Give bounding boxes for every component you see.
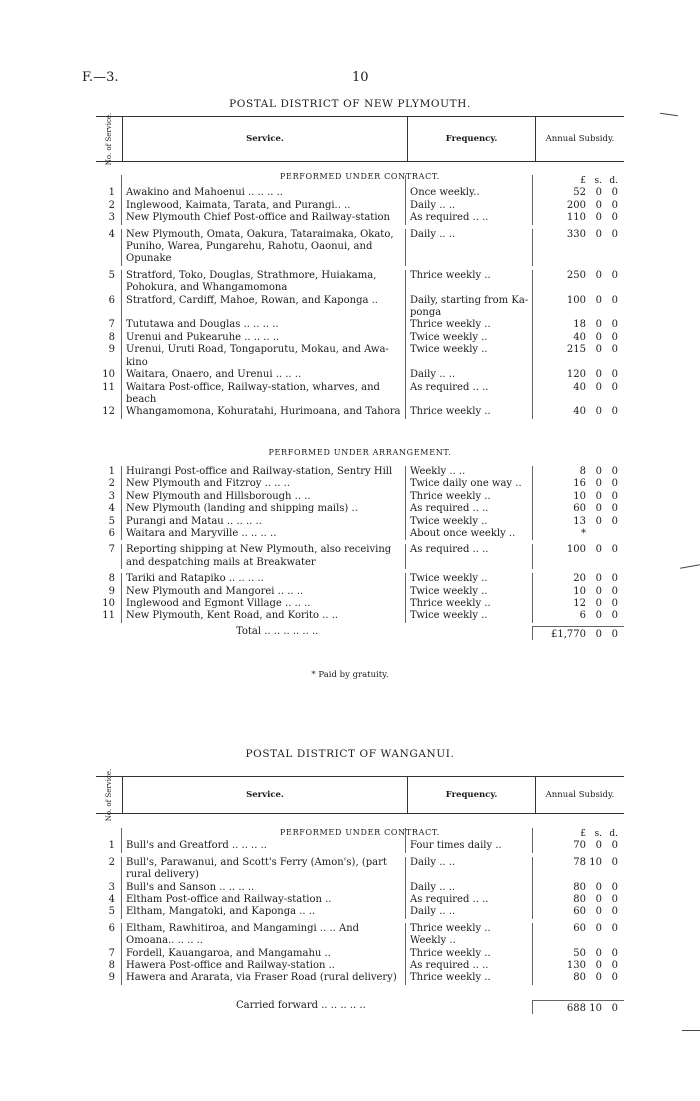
table-row [96,187,624,199]
subsidy-pounds: 20 [573,573,586,585]
scan-mark [680,564,700,568]
subsidy-pounds: 330 [566,228,586,240]
service-number: 2 [96,857,122,882]
subsidy-pounds: 8 [579,466,586,477]
annual-subsidy [533,960,624,972]
table-row [96,586,624,598]
subsidy-pence: 0 [611,544,618,556]
district-title-new-plymouth: POSTAL DISTRICT OF NEW PLYMOUTH. [229,98,471,110]
subsidy-shillings: 0 [595,881,602,893]
table-row [96,923,624,948]
annual-subsidy [533,972,624,984]
service-frequency: Twice weekly .. [406,573,533,585]
subsidy-pounds: 16 [573,478,586,490]
subsidy-shillings: 0 [595,840,602,852]
subsidy-shillings: 0 [595,381,602,393]
table-row [96,610,624,622]
annual-subsidy [533,229,624,266]
subsidy-pence: 0 [611,960,618,972]
subsidy-pounds: 10 [573,490,586,502]
subsidy-pence: 0 [611,344,618,356]
service-frequency: Thrice weekly .. Weekly .. [406,923,533,948]
service-name: New Plymouth Chief Post-office and Railway-station [122,212,406,224]
subsidy-shillings: 0 [595,344,602,356]
subsidy-pounds: 80 [573,881,586,893]
table-row [96,332,624,344]
service-name: Eltham, Rawhitiroa, and Mangamingi .. .. And Omoana.. .. .. .. [122,923,406,948]
table-row [96,369,624,381]
subsidy-shillings: 0 [595,406,602,418]
subsidy-pounds: 100 [566,294,586,306]
annual-subsidy [533,948,624,960]
subsidy-pounds: 52 [573,187,586,199]
service-frequency: Daily .. .. [406,857,533,882]
column-no-header: No. of Service. [96,777,123,813]
subsidy-pence: 0 [611,199,618,211]
annual-subsidy [533,586,624,598]
subsidy-pounds: 18 [573,319,586,331]
service-number: 3 [96,491,122,503]
annual-subsidy [533,598,624,610]
service-frequency: Daily, starting from Ka-ponga [406,295,533,320]
table-row [96,894,624,906]
table-header-wanganui [96,768,624,822]
annual-subsidy [533,882,624,894]
service-number: 3 [96,882,122,894]
service-frequency: Daily .. .. [406,906,533,918]
service-frequency: Thrice weekly .. [406,491,533,503]
annual-subsidy [533,382,624,407]
service-number: 1 [96,840,122,852]
table-row [96,382,624,407]
scan-mark [660,113,678,116]
service-frequency: Twice weekly .. [406,586,533,598]
service-name: Hawera and Ararata, via Fraser Road (rural delivery) [122,972,406,984]
service-name: Whangamomona, Kohuratahi, Hurimoana, and Tahora [122,406,406,418]
service-number: 1 [96,187,122,199]
subsidy-pence: 0 [611,381,618,393]
service-frequency: Twice weekly .. [406,516,533,528]
annual-subsidy [533,857,624,882]
service-name: Inglewood, Kaimata, Tarata, and Purangi.. .. [122,200,406,212]
table-wanganui-contract [96,828,624,985]
subsidy-shillings: 0 [595,503,602,515]
subsidy-shillings: 0 [595,369,602,381]
service-frequency: Daily .. .. [406,882,533,894]
units-row: £ s. d. [96,175,624,187]
subsidy-pence: 0 [611,369,618,381]
subsidy-shillings: 0 [595,294,602,306]
annual-subsidy [533,503,624,515]
subsidy-pounds: 250 [566,269,586,281]
annual-subsidy [533,187,624,199]
page-reference: F.—3. [82,70,119,85]
service-name: Urenui and Pukearuhe .. .. .. .. [122,332,406,344]
service-frequency: About once weekly .. [406,528,533,540]
service-name: Reporting shipping at New Plymouth, also receiving and despatching mails at Breakwater [122,544,406,569]
subsidy-shillings: 10 [589,856,602,868]
annual-subsidy [533,212,624,224]
table-new-plymouth-contract [96,175,624,419]
service-number: 2 [96,478,122,490]
subsidy-pounds: 40 [573,406,586,418]
service-frequency: Daily .. .. [406,200,533,212]
annual-subsidy [533,270,624,295]
subsidy-shillings: 0 [595,478,602,490]
service-frequency: Daily .. .. [406,369,533,381]
service-frequency: Twice daily one way .. [406,478,533,490]
total-pence: 0 [611,629,618,640]
table-row [96,503,624,515]
subsidy-pence: 0 [611,573,618,585]
column-frequency-header: Frequency. [408,777,536,813]
table-row [96,960,624,972]
service-name: Inglewood and Egmont Village .. .. .. [122,598,406,610]
service-name: Huirangi Post-office and Railway-station, Sentry Hill [122,466,406,478]
subsidy-shillings: 0 [595,319,602,331]
table-row [96,516,624,528]
subsidy-pounds: 80 [573,972,586,984]
carried-forward-label: Carried forward .. .. .. .. .. [96,1000,533,1014]
subsidy-shillings: 0 [595,947,602,959]
service-frequency: Thrice weekly .. [406,406,533,418]
subsidy-pence: 0 [611,331,618,343]
carried-pounds: 688 [566,1003,586,1014]
annual-subsidy [533,478,624,490]
subsidy-pounds: 78 [573,856,586,868]
annual-subsidy [533,894,624,906]
subsidy-pounds: 12 [573,598,586,610]
service-frequency: Thrice weekly .. [406,319,533,331]
annual-subsidy [533,200,624,212]
service-name: Tariki and Ratapiko .. .. .. .. [122,573,406,585]
carried-forward-row [96,1000,624,1014]
service-name: Urenui, Uruti Road, Tongaporutu, Mokau, and Awa-kino [122,344,406,369]
service-frequency: Four times daily .. [406,840,533,852]
table-row [96,478,624,490]
annual-subsidy [533,840,624,852]
table-row [96,200,624,212]
column-subsidy-header: Annual Subsidy. [545,790,615,800]
service-name: Waitara, Onaero, and Urenui .. .. .. [122,369,406,381]
total-label: Total .. .. .. .. .. .. [96,626,533,640]
service-number: 10 [96,369,122,381]
subsidy-shillings: 0 [595,922,602,934]
service-number: 1 [96,466,122,478]
subsidy-pence: 0 [611,894,618,906]
service-name: Eltham Post-office and Railway-station .. [122,894,406,906]
annual-subsidy [533,369,624,381]
service-frequency: Twice weekly .. [406,332,533,344]
subsidy-shillings: 0 [595,972,602,984]
subsidy-pounds: 100 [566,544,586,556]
table-row [96,212,624,224]
subsidy-pounds: 215 [566,344,586,356]
subsidy-shillings: 0 [595,466,602,477]
subsidy-shillings: 0 [595,515,602,527]
district-title-wanganui: POSTAL DISTRICT OF WANGANUI. [245,748,455,760]
subsidy-pence: 0 [611,503,618,515]
column-service-header: Service. [123,777,408,813]
table-row [96,344,624,369]
annual-subsidy [533,528,624,540]
subsidy-shillings [586,528,602,540]
service-frequency: As required .. .. [406,382,533,407]
subsidy-shillings: 0 [595,960,602,972]
table-row [96,573,624,585]
service-number: 3 [96,212,122,224]
subsidy-shillings: 0 [595,598,602,610]
total-pounds: £1,770 [551,629,586,640]
annual-subsidy [533,573,624,585]
service-name: Stratford, Cardiff, Mahoe, Rowan, and Kaponga .. [122,295,406,320]
service-frequency: As required .. .. [406,503,533,515]
section-heading-contract-wanganui: PERFORMED UNDER CONTRACT. [279,828,441,837]
subsidy-pence: 0 [611,466,618,477]
service-number: 5 [96,906,122,918]
subsidy-pounds: 80 [573,894,586,906]
service-name: Waitara and Maryville .. .. .. .. [122,528,406,540]
table-row [96,406,624,418]
service-name: Bull's and Sanson .. .. .. .. [122,882,406,894]
subsidy-pounds: * [581,528,586,540]
subsidy-pence: 0 [611,585,618,597]
subsidy-pence: 0 [611,881,618,893]
total-shillings: 0 [595,629,602,640]
subsidy-pounds: 60 [573,922,586,934]
service-number: 8 [96,573,122,585]
carried-shillings: 10 [589,1003,602,1014]
table-row [96,840,624,852]
subsidy-pence: 0 [611,269,618,281]
annual-subsidy [533,906,624,918]
service-number: 2 [96,200,122,212]
service-name: New Plymouth, Kent Road, and Korito .. .. [122,610,406,622]
table-row [96,906,624,918]
total-row [96,626,624,640]
subsidy-pounds: 10 [573,585,586,597]
annual-subsidy [533,466,624,478]
service-number: 10 [96,598,122,610]
table-row [96,948,624,960]
service-name: Eltham, Mangatoki, and Kaponga .. .. [122,906,406,918]
subsidy-shillings: 0 [595,331,602,343]
service-number: 6 [96,528,122,540]
subsidy-pounds: 130 [566,960,586,972]
service-number: 4 [96,229,122,266]
column-subsidy-header: Annual Subsidy. [545,134,615,144]
column-service-header: Service. [123,117,408,161]
service-number: 9 [96,972,122,984]
carried-pence: 0 [611,1003,618,1014]
annual-subsidy [533,491,624,503]
service-frequency: As required .. .. [406,212,533,224]
service-name: New Plymouth (landing and shipping mails) .. [122,503,406,515]
service-name: Purangi and Matau .. .. .. .. [122,516,406,528]
subsidy-shillings: 0 [595,544,602,556]
column-no-header: No. of Service. [96,117,123,161]
subsidy-shillings: 0 [595,894,602,906]
subsidy-pence: 0 [611,478,618,490]
service-number: 8 [96,332,122,344]
service-number: 7 [96,319,122,331]
service-name: Fordell, Kauangaroa, and Mangamahu .. [122,948,406,960]
annual-subsidy [533,295,624,320]
service-frequency: Twice weekly .. [406,610,533,622]
service-number: 4 [96,503,122,515]
service-frequency: Daily .. .. [406,229,533,266]
service-name: Waitara Post-office, Railway-station, wharves, and beach [122,382,406,407]
table-row [96,319,624,331]
subsidy-pounds: 50 [573,947,586,959]
annual-subsidy [533,516,624,528]
subsidy-pounds: 110 [566,212,586,224]
page-header [82,70,642,86]
subsidy-pence: 0 [611,294,618,306]
service-number: 5 [96,270,122,295]
service-frequency: Once weekly.. [406,187,533,199]
subsidy-pence: 0 [611,856,618,868]
service-number: 5 [96,516,122,528]
service-frequency: Thrice weekly .. [406,948,533,960]
annual-subsidy [533,923,624,948]
table-row [96,295,624,320]
subsidy-pence: 0 [611,972,618,984]
subsidy-shillings: 0 [595,490,602,502]
service-name: Awakino and Mahoenui .. .. .. .. [122,187,406,199]
table-row [96,857,624,882]
service-number: 7 [96,544,122,569]
subsidy-shillings: 0 [595,610,602,622]
service-frequency: Thrice weekly .. [406,972,533,984]
subsidy-pounds: 40 [573,381,586,393]
subsidy-shillings: 0 [595,573,602,585]
subsidy-shillings: 0 [595,269,602,281]
annual-subsidy [533,610,624,622]
subsidy-pence: 0 [611,319,618,331]
service-number: 7 [96,948,122,960]
subsidy-pence: 0 [611,212,618,224]
service-number: 12 [96,406,122,418]
service-name: Tututawa and Douglas .. .. .. .. [122,319,406,331]
subsidy-pence: 0 [611,610,618,622]
annual-subsidy [533,344,624,369]
subsidy-pence: 0 [611,228,618,240]
service-frequency: Twice weekly .. [406,344,533,369]
service-number: 8 [96,960,122,972]
service-number: 11 [96,610,122,622]
service-name: New Plymouth and Hillsborough .. .. [122,491,406,503]
subsidy-pence: 0 [611,906,618,918]
subsidy-pence: 0 [611,840,618,852]
footnote: * Paid by gratuity. [311,670,389,680]
subsidy-shillings: 0 [595,199,602,211]
table-row [96,528,624,540]
annual-subsidy [533,406,624,418]
table-row [96,466,624,478]
subsidy-shillings: 0 [595,228,602,240]
table-row [96,882,624,894]
service-name: Bull's and Greatford .. .. .. .. [122,840,406,852]
page-number: 10 [352,70,369,85]
subsidy-pence: 0 [611,598,618,610]
table-row [96,598,624,610]
service-frequency: Thrice weekly .. [406,598,533,610]
service-name: New Plymouth and Fitzroy .. .. .. [122,478,406,490]
subsidy-pounds: 70 [573,840,586,852]
table-row [96,544,624,569]
subsidy-shillings: 0 [595,187,602,199]
annual-subsidy [533,332,624,344]
table-header-new-plymouth [96,112,624,166]
subsidy-shillings: 0 [595,585,602,597]
section-heading-contract: PERFORMED UNDER CONTRACT. [279,172,441,181]
service-name: Hawera Post-office and Railway-station .. [122,960,406,972]
service-number: 6 [96,295,122,320]
subsidy-shillings: 0 [595,906,602,918]
service-number: 6 [96,923,122,948]
scan-mark [682,1030,700,1031]
table-row [96,491,624,503]
subsidy-pounds: 200 [566,199,586,211]
table-row [96,229,624,266]
service-number: 9 [96,344,122,369]
subsidy-pounds: 40 [573,331,586,343]
table-new-plymouth-arrangement [96,466,624,623]
service-number: 9 [96,586,122,598]
service-number: 11 [96,382,122,407]
service-frequency: Thrice weekly .. [406,270,533,295]
subsidy-pounds: 6 [579,610,586,622]
service-name: Stratford, Toko, Douglas, Strathmore, Huiakama, Pohokura, and Whangamomona [122,270,406,295]
subsidy-pence: 0 [611,406,618,418]
service-frequency: As required .. .. [406,894,533,906]
subsidy-pence [602,528,618,540]
service-name: New Plymouth and Mangorei .. .. .. [122,586,406,598]
subsidy-pence: 0 [611,187,618,199]
service-frequency: Weekly .. .. [406,466,533,478]
column-frequency-header: Frequency. [408,117,536,161]
subsidy-pounds: 120 [566,369,586,381]
subsidy-pence: 0 [611,515,618,527]
subsidy-pounds: 60 [573,503,586,515]
section-heading-arrangement: PERFORMED UNDER ARRANGEMENT. [268,448,452,457]
annual-subsidy [533,319,624,331]
subsidy-shillings: 0 [595,212,602,224]
service-number: 4 [96,894,122,906]
service-frequency: As required .. .. [406,544,533,569]
service-name: Bull's, Parawanui, and Scott's Ferry (Amon's), (part rural delivery) [122,857,406,882]
subsidy-pence: 0 [611,947,618,959]
subsidy-pence: 0 [611,922,618,934]
table-row [96,270,624,295]
service-name: New Plymouth, Omata, Oakura, Tataraimaka, Okato, Puniho, Warea, Pungarehu, Rahotu, Oaonui, and Opunake [122,229,406,266]
subsidy-pounds: 60 [573,906,586,918]
annual-subsidy [533,544,624,569]
table-row [96,972,624,984]
subsidy-pounds: 13 [573,515,586,527]
service-frequency: As required .. .. [406,960,533,972]
subsidy-pence: 0 [611,490,618,502]
units-row: £ s. d. [96,828,624,840]
